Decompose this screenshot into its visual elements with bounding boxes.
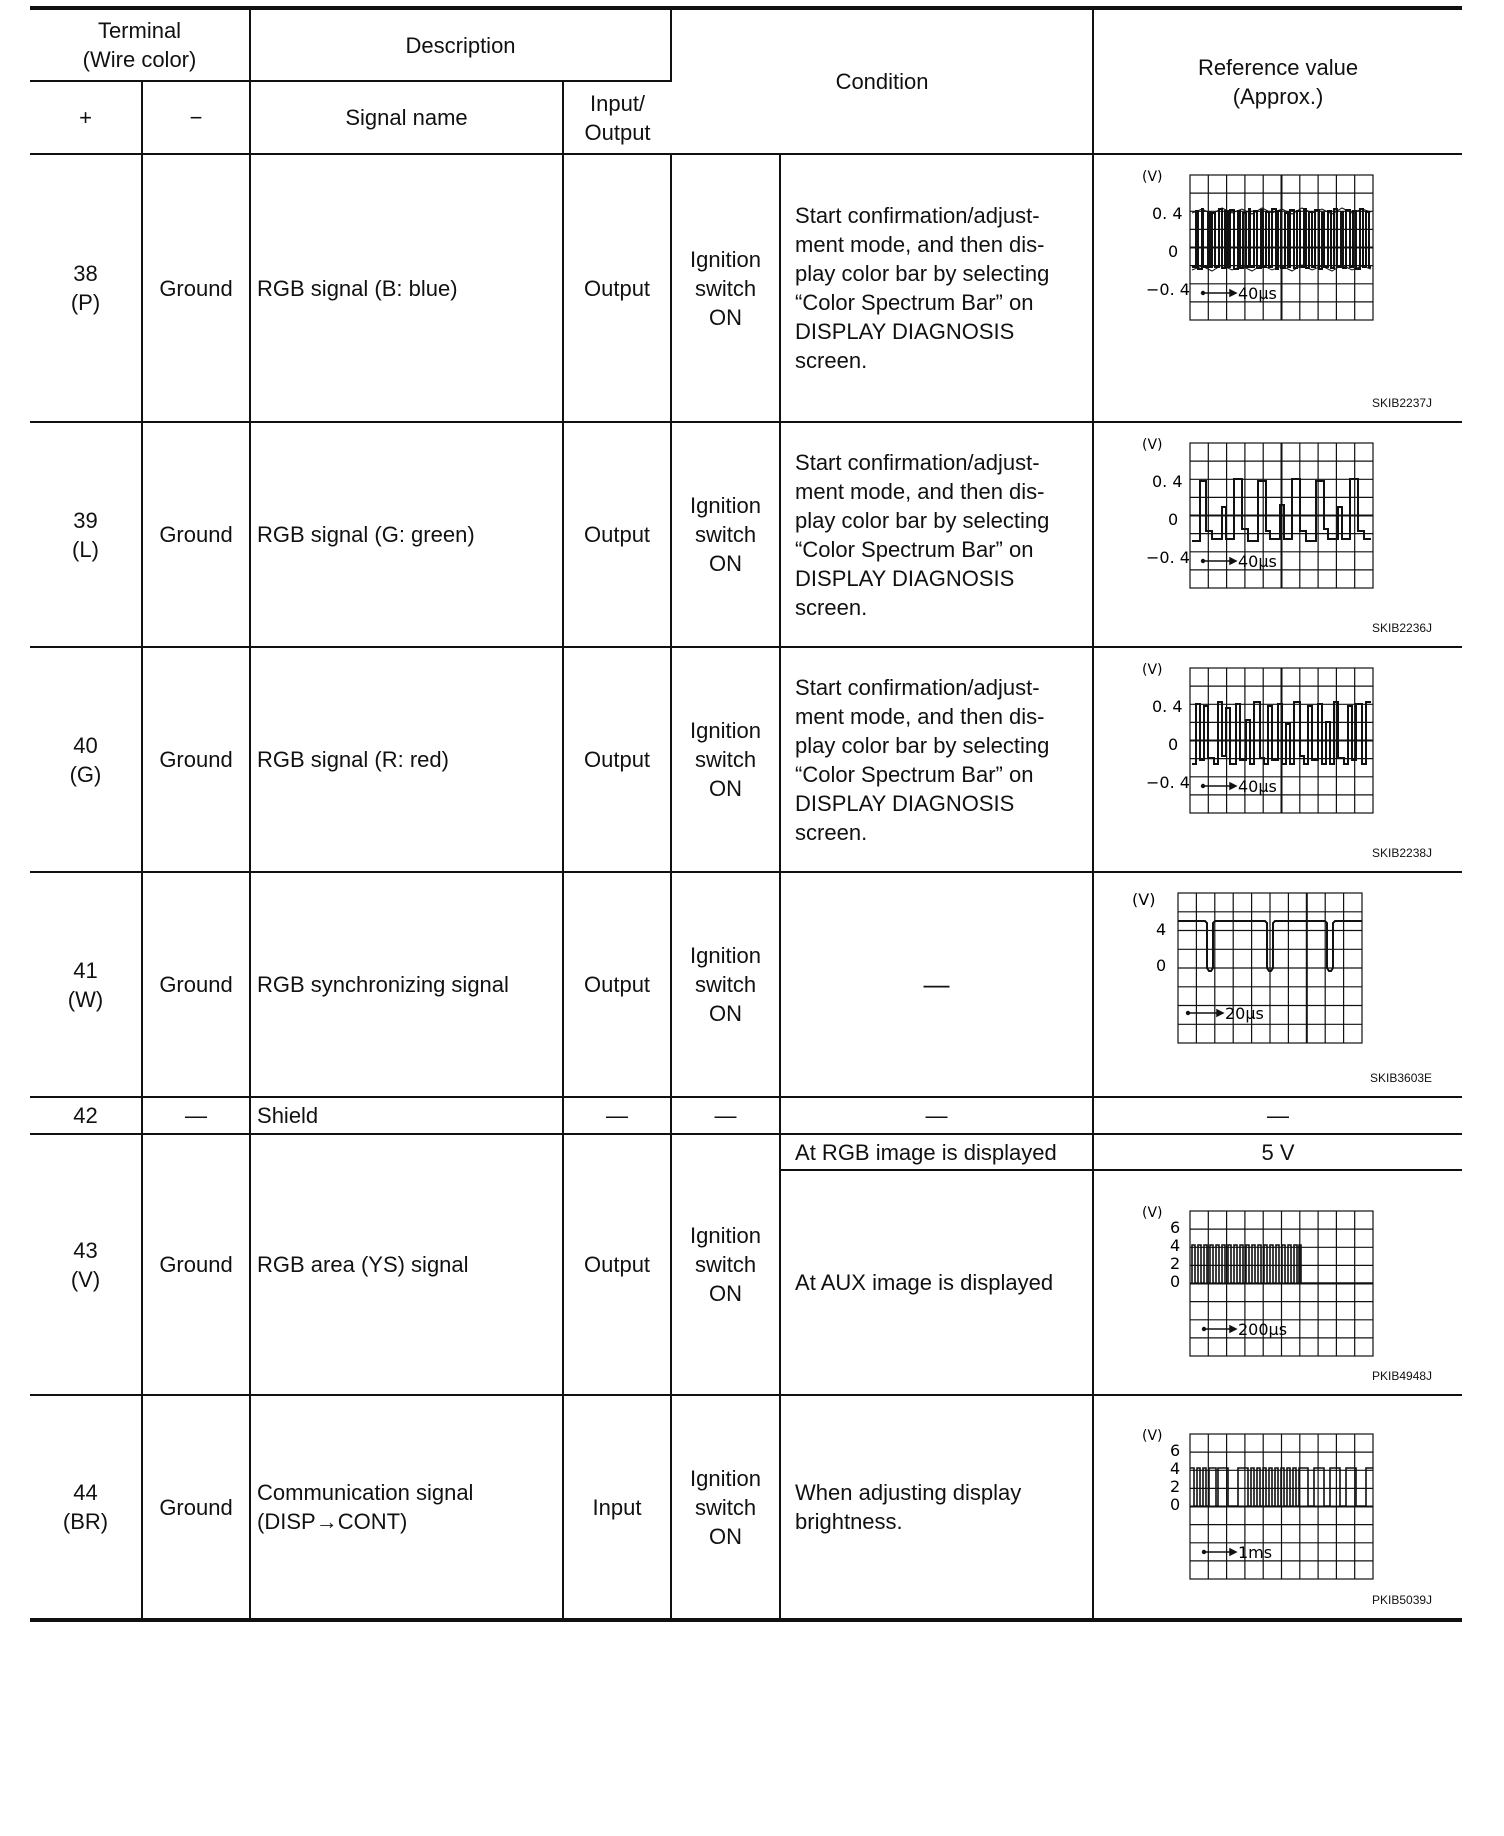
time-scale-label: 40μs [1238,552,1277,571]
unit-label: (V) [1132,890,1156,909]
waveform-chart [1142,167,1412,367]
y-tick-label: −0. 4 [1146,548,1190,567]
io-cell: Output [563,872,671,1097]
minus-cell: Ground [142,154,250,422]
reference-waveform-cell [1093,1395,1462,1620]
condition-cell: — [780,1097,1093,1134]
condition-cell: When adjusting display brightness. [780,1395,1093,1620]
condition-cell: Start confirmation/adjust- ment mode, and then dis- play color bar by selecting “Color Spectrum Bar” on DISPLAY DIAGNOSIS screen. [780,647,1093,872]
y-tick-label: 0 [1168,510,1179,529]
reference-cell: 5 V [1093,1134,1462,1170]
y-tick-label: 2 [1170,1254,1181,1273]
terminal-cell: 41 (W) [30,872,142,1097]
io-header: Input/ Output [563,81,671,154]
minus-cell: Ground [142,647,250,872]
figure-code: PKIB5039J [1372,1593,1433,1607]
waveform-chart [1142,435,1412,635]
reference-waveform-cell [1093,154,1462,422]
waveform-chart [1130,883,1400,1083]
y-tick-label: 0 [1170,1495,1181,1514]
signal-name-cell: RGB signal (G: green) [250,422,563,647]
terminal-cell: 43 (V) [30,1134,142,1395]
signal-trace [1192,1245,1373,1283]
y-tick-label: 0. 4 [1152,204,1183,223]
unit-label: (V) [1142,437,1163,453]
minus-cell: Ground [142,1134,250,1395]
y-tick-label: 0 [1168,735,1179,754]
condition-cell: At AUX image is displayed [780,1170,1093,1395]
figure-code: SKIB2238J [1372,846,1433,860]
signal-name-cell: RGB signal (B: blue) [250,154,563,422]
y-tick-label: 4 [1170,1236,1181,1255]
y-tick-label: −0. 4 [1146,280,1190,299]
io-cell: Output [563,422,671,647]
plus-header: + [30,81,142,154]
terminal-cell: 44 (BR) [30,1395,142,1620]
signal-name-cell: Communication signal (DISP→CONT) [250,1395,563,1620]
unit-label: (V) [1142,1205,1163,1221]
figure-code: SKIB2236J [1372,621,1433,635]
ignition-cell: Ignition switch ON [671,154,780,422]
reference-header: Reference value (Approx.) [1093,8,1462,154]
y-tick-label: 0. 4 [1152,472,1183,491]
table-row [30,422,1462,647]
signal-trace [1192,702,1371,764]
condition-cell: Start confirmation/adjust- ment mode, and then dis- play color bar by selecting “Color Spectrum Bar” on DISPLAY DIAGNOSIS screen. [780,422,1093,647]
ignition-cell: Ignition switch ON [671,422,780,647]
signal-name-cell: RGB signal (R: red) [250,647,563,872]
io-cell: Output [563,647,671,872]
minus-cell: Ground [142,422,250,647]
y-tick-label: 2 [1170,1477,1181,1496]
time-scale-label: 40μs [1238,284,1277,303]
io-cell: Output [563,154,671,422]
table-row [30,872,1462,1097]
figure-code: SKIB2237J [1372,396,1433,410]
y-tick-label: 4 [1156,920,1167,939]
minus-header: − [142,81,250,154]
terminal-header: Terminal (Wire color) [30,8,250,81]
reference-waveform-cell [1093,647,1462,872]
ignition-cell: Ignition switch ON [671,1395,780,1620]
unit-label: (V) [1142,1428,1163,1444]
grid [1190,443,1373,588]
minus-cell: — [142,1097,250,1134]
grid [1178,893,1362,1043]
time-scale-label: 1ms [1238,1543,1273,1562]
signal-name-cell: Shield [250,1097,563,1134]
ignition-cell: Ignition switch ON [671,872,780,1097]
y-tick-label: 0 [1170,1272,1181,1291]
signal-name-header: Signal name [250,81,563,154]
minus-cell: Ground [142,1395,250,1620]
y-tick-label: 0. 4 [1152,697,1183,716]
figure-code: SKIB3603E [1370,1071,1433,1085]
signal-trace [1190,1468,1373,1506]
table-row [30,1097,1462,1134]
description-header: Description [250,8,671,81]
table-row [30,1134,1462,1170]
time-scale-arrow [1188,1010,1223,1016]
y-tick-label: 4 [1170,1459,1181,1478]
table-row [30,1395,1462,1620]
minus-cell: Ground [142,872,250,1097]
unit-label: (V) [1142,662,1163,678]
terminal-cell: 42 [30,1097,142,1134]
io-cell: — [563,1097,671,1134]
reference-cell: — [1093,1097,1462,1134]
table-row [30,647,1462,872]
time-scale-label: 20μs [1225,1004,1264,1023]
ignition-cell: Ignition switch ON [671,1134,780,1395]
y-tick-label: 0 [1168,242,1179,261]
terminal-reference-table [30,6,1462,1622]
ignition-cell: Ignition switch ON [671,647,780,872]
terminal-cell: 40 (G) [30,647,142,872]
condition-cell: At RGB image is displayed [780,1134,1093,1170]
terminal-cell: 39 (L) [30,422,142,647]
unit-label: (V) [1142,169,1163,185]
table-row [30,154,1462,422]
y-tick-label: 0 [1156,956,1167,975]
time-scale-label: 40μs [1238,777,1277,796]
reference-waveform-cell [1093,872,1462,1097]
io-cell: Output [563,1134,671,1395]
condition-cell: Start confirmation/adjust- ment mode, and then dis- play color bar by selecting “Color Spectrum Bar” on DISPLAY DIAGNOSIS screen. [780,154,1093,422]
y-tick-label: 6 [1170,1441,1181,1460]
figure-code: PKIB4948J [1372,1369,1433,1383]
time-scale-label: 200μs [1238,1320,1288,1339]
signal-trace [1192,209,1371,269]
signal-name-cell: RGB synchronizing signal [250,872,563,1097]
reference-waveform-cell [1093,422,1462,647]
waveform-chart [1142,660,1412,860]
condition-cell: — [780,872,1093,1097]
io-cell: Input [563,1395,671,1620]
terminal-cell: 38 (P) [30,154,142,422]
signal-name-cell: RGB area (YS) signal [250,1134,563,1395]
y-tick-label: 6 [1170,1218,1181,1237]
condition-header: Condition [671,8,1093,154]
reference-waveform-cell [1093,1170,1462,1395]
y-tick-label: −0. 4 [1146,773,1190,792]
ignition-cell: — [671,1097,780,1134]
